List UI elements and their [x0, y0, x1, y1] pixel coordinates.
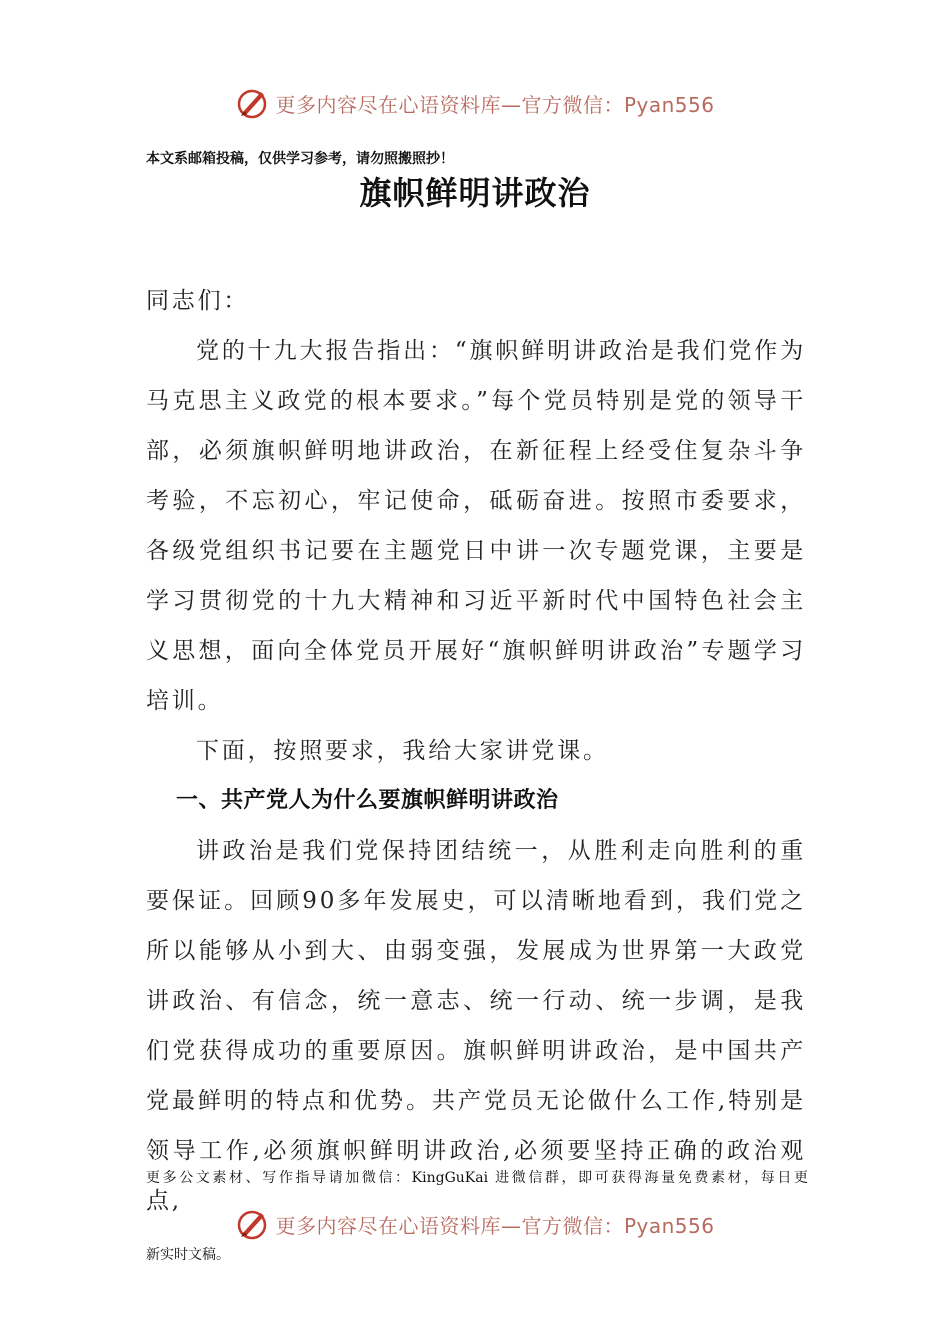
- paragraph-2: 下面，按照要求，我给大家讲党课。: [196, 738, 609, 764]
- section-paragraph: 讲政治是我们党保持团结统一，从胜利走向胜利的重要保证。回顾90多年发展史，可以清晰地看到，我们党之所以能够从小到大、由弱变强，发展成为世界第一大政党讲政治、有信念，统一意志、统一行动、统一步调，是我们党获得成功的重要原因。旗帜鲜明讲政治，是中国共产党最鲜明的特点和优势。共产党员无论做什么工作,特别是领导工作,必须旗帜鲜明讲政治,必须要坚持正确的政治观点,: [146, 838, 806, 1214]
- footer-tail: 新实时文稿。: [146, 1247, 230, 1263]
- watermark-bottom: [0, 1207, 950, 1241]
- submission-notice: 本文系邮箱投稿，仅供学习参考，请勿照搬照抄！: [146, 151, 454, 167]
- watermark-text: 更多内容尽在心语资料库—官方微信：Pyan556: [275, 1213, 715, 1238]
- paragraph-1: 党的十九大报告指出：“旗帜鲜明讲政治是我们党作为马克思主义政党的根本要求。”每个党员特别是党的领导干部，必须旗帜鲜明地讲政治，在新征程上经受住复杂斗争考验，不忘初心，牢记使命，砥砺奋进。按照市委要求，各级党组织书记要在主题党日中讲一次专题党课，主要是学习贯彻党的十九大精神和习近平新时代中国特色社会主义思想，面向全体党员开展好“旗帜鲜明讲政治”专题学习培训。: [146, 338, 806, 714]
- pen-logo-icon: [235, 1207, 269, 1241]
- section-heading: 一、共产党人为什么要旗帜鲜明讲政治: [176, 788, 559, 813]
- document-title: 旗帜鲜明讲政治: [359, 174, 591, 212]
- greeting: 同志们：: [146, 288, 250, 314]
- watermark-top: [0, 86, 950, 120]
- pen-logo-icon: [235, 86, 269, 120]
- document-body: [146, 276, 806, 1226]
- footer-note: 更多公文素材、写作指导请加微信：KingGuKai 进微信群，即可获得海量免费素材，每日更: [146, 1170, 808, 1186]
- watermark-text: 更多内容尽在心语资料库—官方微信：Pyan556: [275, 92, 715, 117]
